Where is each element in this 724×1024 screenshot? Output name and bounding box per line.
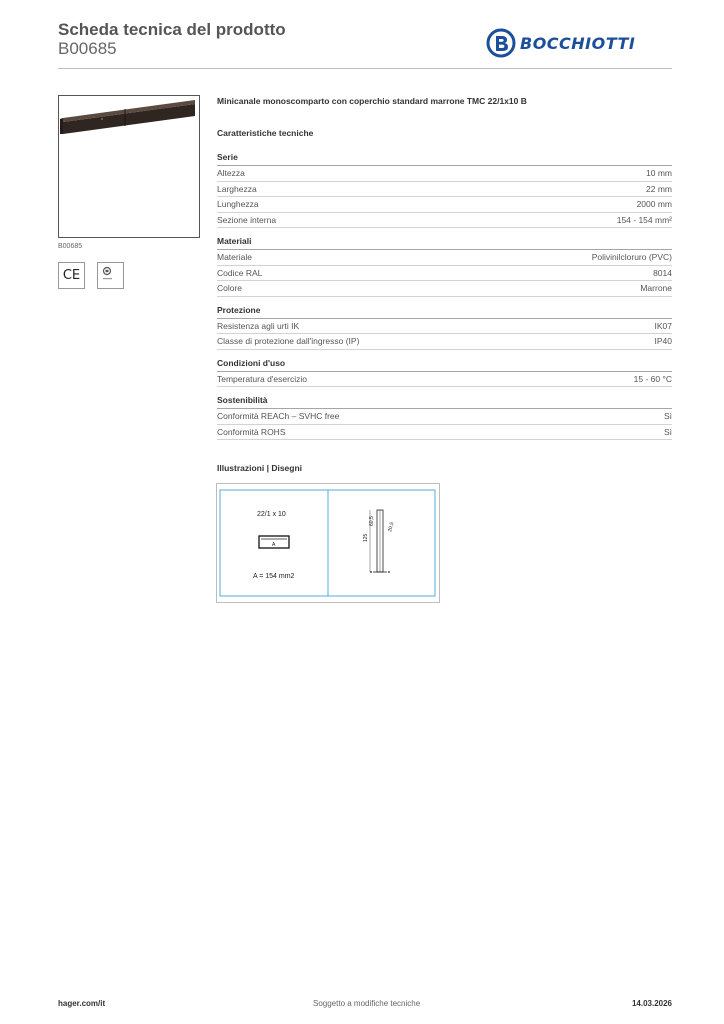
brand-name: BOCCHIOTTI [520,33,636,53]
illustrations-title: Illustrazioni | Disegni [217,463,303,473]
spec-row [217,197,672,213]
spec-label: Sezione interna [217,214,277,225]
drawing-size-label: 22/1 x 10 [257,511,286,518]
spec-label: Conformità ROHS [217,426,286,437]
section-protezione [217,305,672,350]
spec-label: Resistenza agli urti IK [217,320,300,331]
spec-label: Temperatura d'esercizio [217,373,307,384]
drawing-section-label: A [272,542,276,548]
spec-label: Altezza [217,168,245,178]
section-condizioni-uso [217,358,672,388]
spec-row [217,372,672,388]
spec-value: 8014 [653,267,672,278]
spec-label: Conformità REACh – SVHC free [217,411,340,421]
spec-label: Colore [217,283,243,293]
section-materiali [217,236,672,297]
spec-value: 2000 mm [636,199,672,209]
dim-20-5: 20,5 [387,521,396,533]
brand-logo [486,28,635,58]
spec-value: 154 - 154 mm² [616,214,672,225]
spec-label: Larghezza [217,183,257,194]
cable-duct-picture [59,96,199,237]
spec-row [217,281,672,297]
spec-row [217,334,672,350]
image-caption: B00685 [58,243,83,250]
header-divider [58,68,672,69]
spec-value: IK07 [654,320,672,331]
footer-date: 14.03.2026 [631,999,672,1008]
spec-value: 10 mm [646,168,672,178]
dim-125: 125 [363,533,369,542]
dim-60-5: 60,5 [369,516,375,526]
spec-value: Marrone [640,283,672,293]
section-sostenibilita [217,395,672,440]
spec-row [217,266,672,282]
product-code: B00685 [58,39,117,58]
drawings-svg [217,484,439,602]
ce-mark-icon: CE [58,262,85,289]
footer-website-link[interactable]: hager.com/it [58,999,106,1008]
section-title: Condizioni d'uso [217,358,672,372]
spec-row [217,319,672,335]
spec-value: Polivinilcloruro (PVC) [591,252,672,262]
spec-value: 15 - 60 °C [633,373,672,384]
section-title: Serie [217,152,672,166]
section-title: Materiali [217,236,672,250]
spec-label: Codice RAL [217,267,263,278]
spec-label: Materiale [217,252,252,262]
product-title: Minicanale monoscomparto con coperchio standard marrone TMC 22/1x10 B [217,96,527,106]
spec-row [217,409,672,425]
product-image [58,95,200,238]
section-title: Protezione [217,305,672,319]
section-title: Sostenibilità [217,395,672,409]
spec-value: Sì [663,411,672,421]
technical-drawings [216,483,440,603]
spec-row [217,166,672,182]
drawing-area-label: A = 154 mm2 [253,573,295,580]
spec-row [217,182,672,198]
spec-value: 22 mm [646,183,672,194]
spec-value: Sì [663,426,672,437]
footer-note: Soggetto a modifiche tecniche [313,999,421,1008]
spec-row [217,425,672,441]
bocchiotti-logo-icon [486,28,516,58]
spec-row [217,250,672,266]
characteristics-title: Caratteristiche tecniche [217,128,314,138]
imq-mark-icon [97,262,124,289]
spec-label: Classe di protezione dall'ingresso (IP) [217,336,360,346]
technical-sheet [217,96,672,440]
page-title: Scheda tecnica del prodotto [58,20,286,39]
spec-label: Lunghezza [217,199,259,209]
spec-value: IP40 [654,336,672,346]
section-serie [217,152,672,228]
spec-row [217,213,672,229]
